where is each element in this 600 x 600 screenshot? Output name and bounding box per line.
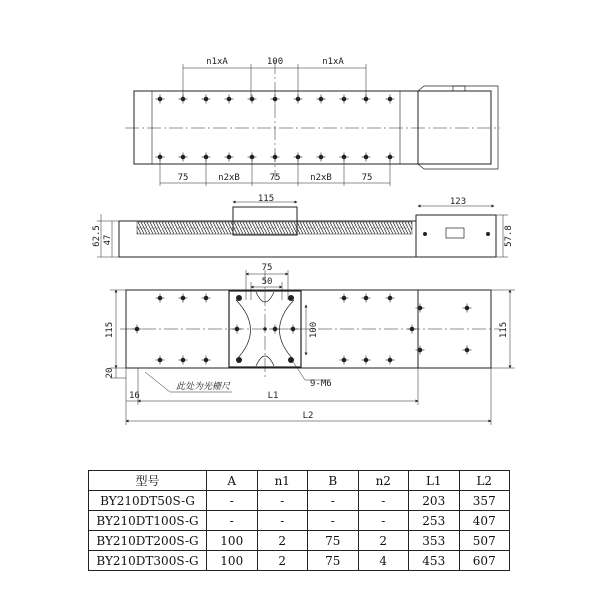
- dim-47: 47: [103, 234, 113, 246]
- dim-bottom-5: 75: [361, 173, 373, 183]
- header-n2: n2: [358, 471, 409, 491]
- cell-a: -: [207, 491, 258, 511]
- cell-n1: 2: [257, 531, 308, 551]
- dim-bottom-1: 75: [177, 173, 189, 183]
- top-view-inner: [152, 91, 400, 164]
- header-l2: L2: [459, 471, 510, 491]
- cell-n2: -: [358, 511, 409, 531]
- dim-50-carriage: 50: [261, 277, 273, 287]
- cell-a: 100: [207, 531, 258, 551]
- cell-l2: 357: [459, 491, 510, 511]
- cell-a: 100: [207, 551, 258, 571]
- cell-l1: 253: [409, 511, 460, 531]
- dim-115-motor: 115: [499, 321, 509, 339]
- bottom-view: [110, 270, 515, 425]
- cell-l2: 407: [459, 511, 510, 531]
- top-view: [125, 60, 500, 186]
- dim-n1xa-right: n1xA: [322, 57, 344, 67]
- dim-57-8: 57.8: [504, 225, 514, 247]
- header-b: B: [308, 471, 359, 491]
- dim-l2: L2: [302, 411, 314, 421]
- dim-n1xa-left: n1xA: [206, 57, 228, 67]
- cell-l2: 507: [459, 531, 510, 551]
- cell-l1: 203: [409, 491, 460, 511]
- dim-l1: L1: [267, 391, 279, 401]
- top-view-body: [134, 91, 418, 164]
- dim-75-carriage: 75: [261, 263, 273, 273]
- cell-l2: 607: [459, 551, 510, 571]
- cell-b: -: [308, 511, 359, 531]
- dim-115-carriage: 115: [257, 194, 275, 204]
- header-model: 型号: [89, 471, 207, 491]
- cell-n1: -: [257, 511, 308, 531]
- cell-b: 75: [308, 551, 359, 571]
- top-view-motor: [418, 91, 491, 164]
- header-a: A: [207, 471, 258, 491]
- cell-n1: 2: [257, 551, 308, 571]
- side-view: [97, 202, 508, 257]
- header-l1: L1: [409, 471, 460, 491]
- dim-115-body: 115: [105, 321, 115, 339]
- dim-16: 16: [129, 391, 140, 401]
- table-row: [89, 491, 510, 511]
- dim-bottom-2: n2xB: [218, 173, 240, 183]
- cell-n2: -: [358, 491, 409, 511]
- dim-123-motor: 123: [449, 197, 467, 207]
- cell-a: -: [207, 511, 258, 531]
- spec-table: [88, 470, 510, 571]
- table-row: [89, 531, 510, 551]
- cell-model: BY210DT300S-G: [89, 551, 207, 571]
- cell-l1: 453: [409, 551, 460, 571]
- dim-bottom-3: 75: [269, 173, 281, 183]
- cell-model: BY210DT100S-G: [89, 511, 207, 531]
- table-row: [89, 551, 510, 571]
- side-view-motor: [416, 215, 496, 257]
- cell-b: 75: [308, 531, 359, 551]
- label-grating-note: 此处为光栅尺: [176, 382, 231, 392]
- cell-n1: -: [257, 491, 308, 511]
- cell-model: BY210DT50S-G: [89, 491, 207, 511]
- dim-100-top: 100: [266, 57, 284, 67]
- dim-20: 20: [105, 367, 115, 379]
- header-n1: n1: [257, 471, 308, 491]
- label-9-m6: 9-M6: [310, 379, 332, 389]
- dim-100-carriage: 100: [309, 321, 319, 339]
- cell-b: -: [308, 491, 359, 511]
- cell-n2: 2: [358, 531, 409, 551]
- table-row: [89, 511, 510, 531]
- dim-62-5: 62.5: [92, 225, 102, 247]
- spec-table-header: [89, 471, 510, 491]
- cell-n2: 4: [358, 551, 409, 571]
- cell-model: BY210DT200S-G: [89, 531, 207, 551]
- dim-bottom-4: n2xB: [310, 173, 332, 183]
- cell-l1: 353: [409, 531, 460, 551]
